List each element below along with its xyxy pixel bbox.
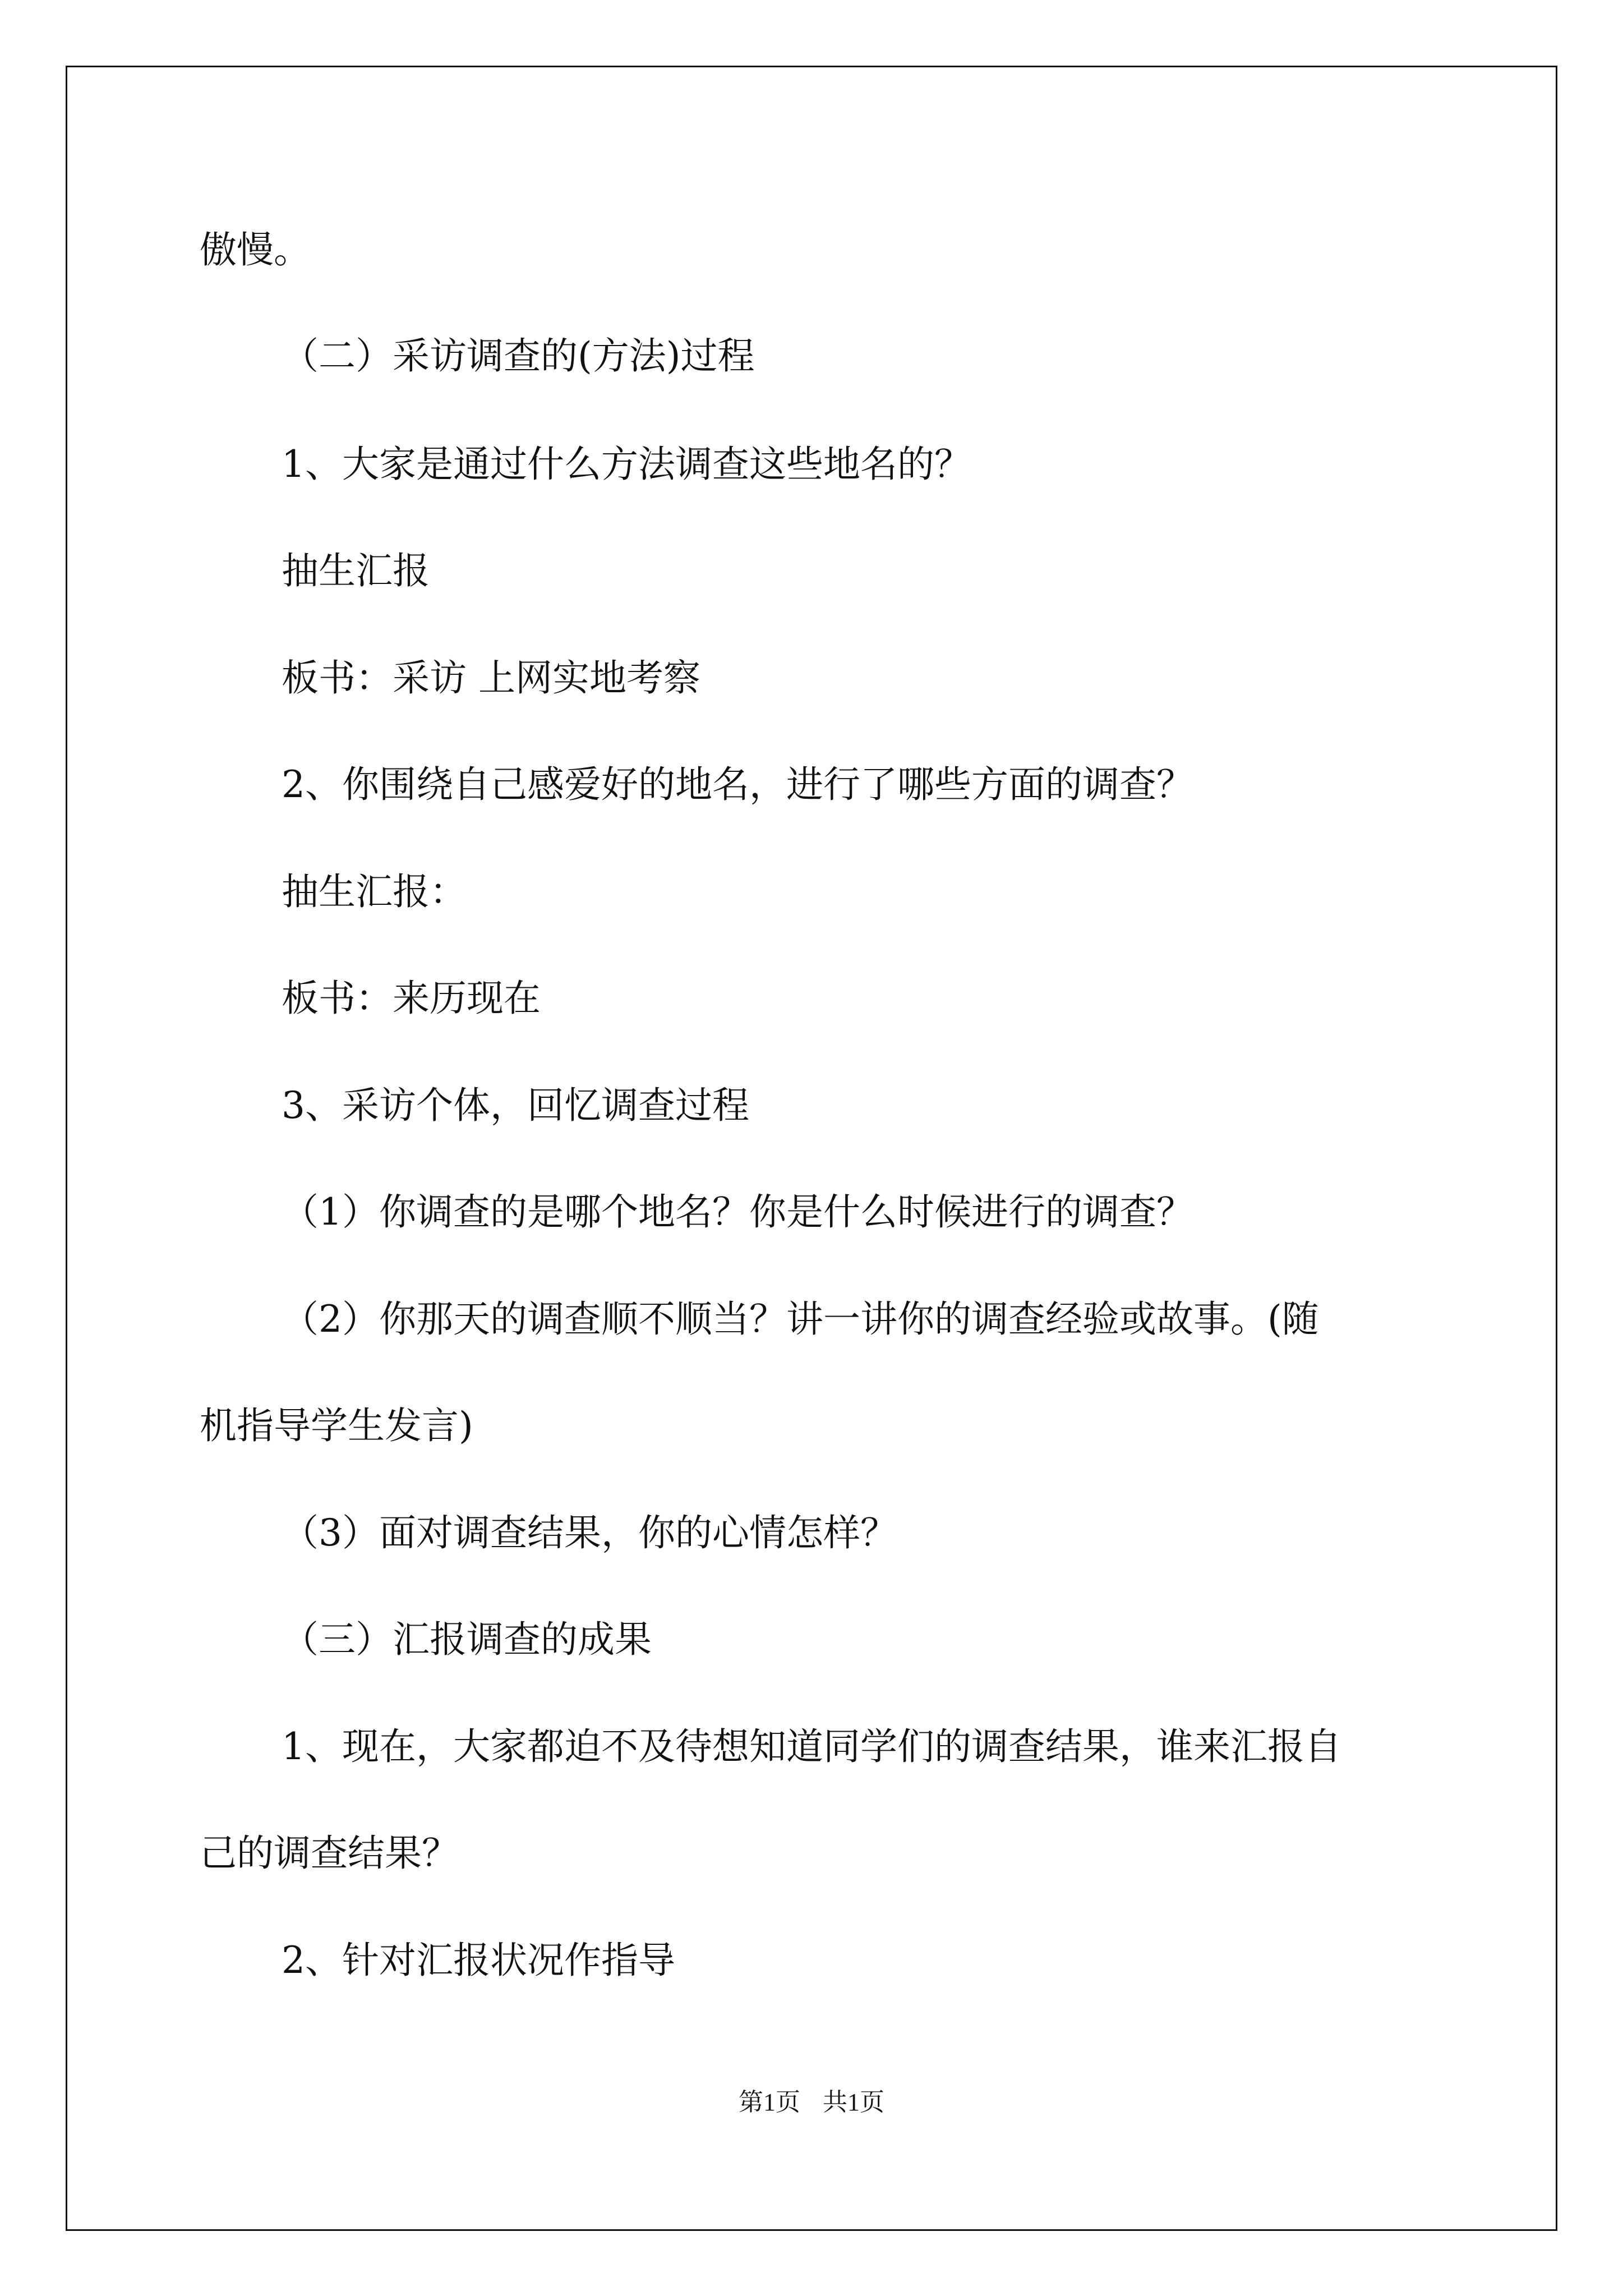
section-heading: （二）采访调查的(方法)过程 — [282, 334, 755, 378]
text-line: 板书：采访 上网实地考察 — [282, 656, 700, 700]
page-footer — [0, 2086, 1623, 2119]
text-line: 1、大家是通过什么方法调查这些地名的？ — [282, 443, 971, 486]
text-line: 2、你围绕自己感爱好的地名，进行了哪些方面的调查？ — [282, 763, 1193, 806]
text-line: 抽生汇报： — [282, 870, 467, 913]
text-line: （3）面对调查结果，你的心情怎样？ — [282, 1511, 897, 1554]
text-line: 抽生汇报 — [282, 549, 430, 592]
text-line: 机指导学生发言) — [200, 1404, 473, 1447]
section-heading: （三）汇报调查的成果 — [282, 1618, 652, 1661]
text-line: 3、采访个体，回忆调查过程 — [282, 1084, 749, 1127]
text-line: （1）你调查的是哪个地名？你是什么时候进行的调查？ — [282, 1190, 1193, 1234]
page-number: 第1页 — [739, 2088, 800, 2116]
text-line: 傲慢。 — [200, 228, 311, 272]
page-border — [66, 66, 1557, 2231]
text-line: 板书：来历现在 — [282, 977, 541, 1020]
text-line: 2、针对汇报状况作指导 — [282, 1939, 675, 1982]
text-line: 1、现在，大家都迫不及待想知道同学们的调查结果，谁来汇报自 — [282, 1725, 1341, 1768]
page-total: 共1页 — [823, 2088, 884, 2116]
text-line: （2）你那天的调查顺不顺当？讲一讲你的调查经验或故事。(随 — [282, 1297, 1319, 1341]
text-line: 己的调查结果？ — [200, 1832, 459, 1875]
